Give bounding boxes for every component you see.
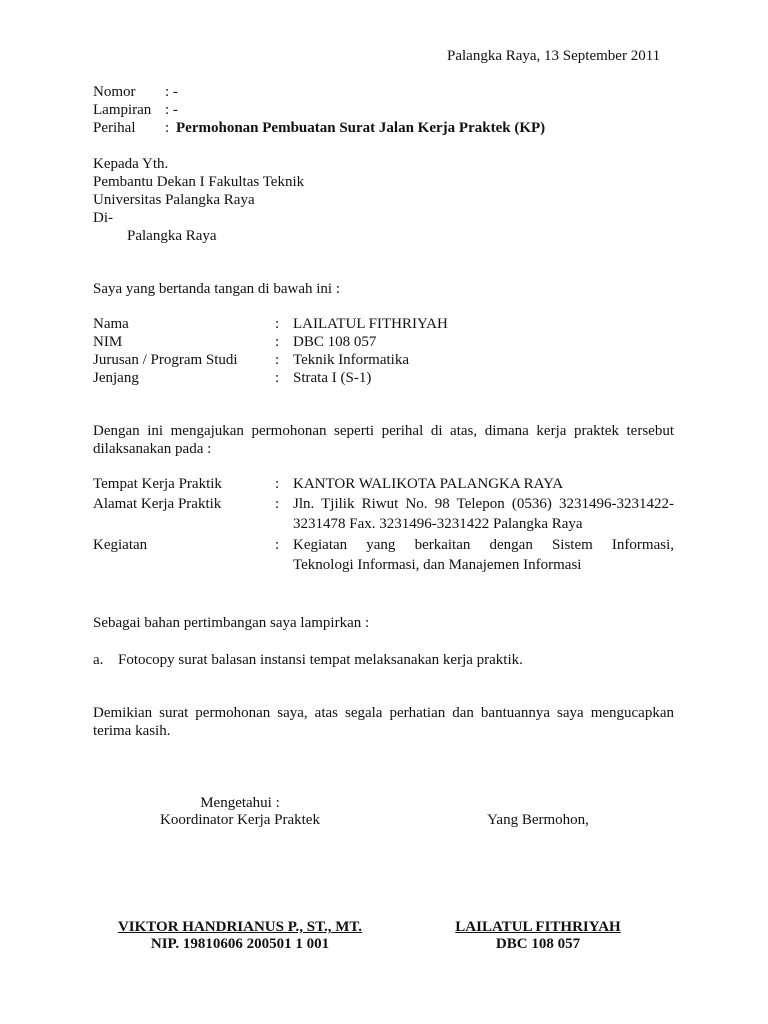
left-signature-id: NIP. 19810606 200501 1 001 bbox=[150, 936, 330, 952]
recipient-line: Pembantu Dekan I Fakultas Teknik bbox=[93, 174, 305, 190]
left-signature-name-wrap bbox=[100, 918, 380, 937]
attachment-item: Fotocopy surat balasan instansi tempat melaksanakan kerja praktik. bbox=[118, 652, 523, 668]
left-signature-name: VIKTOR HANDRIANUS P., ST., MT. bbox=[117, 919, 363, 935]
recipient-line: Universitas Palangka Raya bbox=[93, 192, 255, 208]
perihal-value: Permohonan Pembuatan Surat Jalan Kerja Praktek (KP) bbox=[176, 120, 546, 136]
place-value: KANTOR WALIKOTA PALANGKA RAYA bbox=[293, 476, 564, 492]
attachments-intro: Sebagai bahan pertimbangan saya lampirkan : bbox=[93, 615, 370, 631]
nomor-value: : - bbox=[165, 84, 178, 100]
activity-label: Kegiatan bbox=[93, 537, 148, 553]
identity-value: Strata I (S-1) bbox=[293, 370, 372, 386]
right-signature-heading: Yang Bermohon, bbox=[487, 812, 589, 828]
activity-line-1: Kegiatan yang berkaitan dengan Sistem Informasi, bbox=[293, 537, 674, 553]
address-colon: : bbox=[275, 496, 280, 512]
recipient-city: Palangka Raya bbox=[127, 228, 217, 244]
address-line-2: 3231478 Fax. 3231496-3231422 Palangka Raya bbox=[293, 516, 583, 532]
attachment-marker: a. bbox=[93, 652, 104, 668]
identity-label: Jenjang bbox=[93, 370, 139, 386]
lampiran-value: : - bbox=[165, 102, 178, 118]
right-signature-name-wrap bbox=[438, 918, 638, 937]
intro-text: Saya yang bertanda tangan di bawah ini : bbox=[93, 281, 341, 297]
place-colon: : bbox=[275, 476, 280, 492]
activity-colon: : bbox=[275, 537, 280, 553]
left-signature-heading: Mengetahui : bbox=[200, 795, 280, 811]
identity-value: DBC 108 057 bbox=[293, 334, 377, 350]
closing-line-2: terima kasih. bbox=[93, 723, 171, 739]
letter-date: Palangka Raya, 13 September 2011 bbox=[447, 48, 661, 64]
lampiran-label: Lampiran bbox=[93, 102, 152, 118]
identity-colon: : bbox=[275, 334, 280, 350]
activity-line-2: Teknologi Informasi, dan Manajemen Informasi bbox=[293, 557, 582, 573]
recipient-line: Kepada Yth. bbox=[93, 156, 169, 172]
request-line-2: dilaksanakan pada : bbox=[93, 441, 212, 457]
address-line-1: Jln. Tjilik Riwut No. 98 Telepon (0536) 3231496-3231422- bbox=[293, 496, 674, 512]
address-label: Alamat Kerja Praktik bbox=[93, 496, 222, 512]
place-label: Tempat Kerja Praktik bbox=[93, 476, 222, 492]
identity-value: LAILATUL FITHRIYAH bbox=[293, 316, 448, 332]
identity-colon: : bbox=[275, 316, 280, 332]
identity-label: Jurusan / Program Studi bbox=[93, 352, 238, 368]
request-line-1: Dengan ini mengajukan permohonan seperti perihal di atas, dimana kerja praktek tersebut bbox=[93, 423, 674, 439]
closing-line-1: Demikian surat permohonan saya, atas segala perhatian dan bantuannya saya mengucapkan bbox=[93, 705, 674, 721]
nomor-label: Nomor bbox=[93, 84, 136, 100]
identity-label: Nama bbox=[93, 316, 129, 332]
perihal-colon: : bbox=[165, 120, 170, 136]
right-signature-name: LAILATUL FITHRIYAH bbox=[455, 919, 621, 935]
recipient-line: Di- bbox=[93, 210, 113, 226]
left-signature-role: Koordinator Kerja Praktek bbox=[160, 812, 320, 828]
perihal-label: Perihal bbox=[93, 120, 136, 136]
identity-value: Teknik Informatika bbox=[293, 352, 409, 368]
right-signature-id: DBC 108 057 bbox=[495, 936, 581, 952]
identity-label: NIM bbox=[93, 334, 123, 350]
identity-colon: : bbox=[275, 370, 280, 386]
identity-colon: : bbox=[275, 352, 280, 368]
